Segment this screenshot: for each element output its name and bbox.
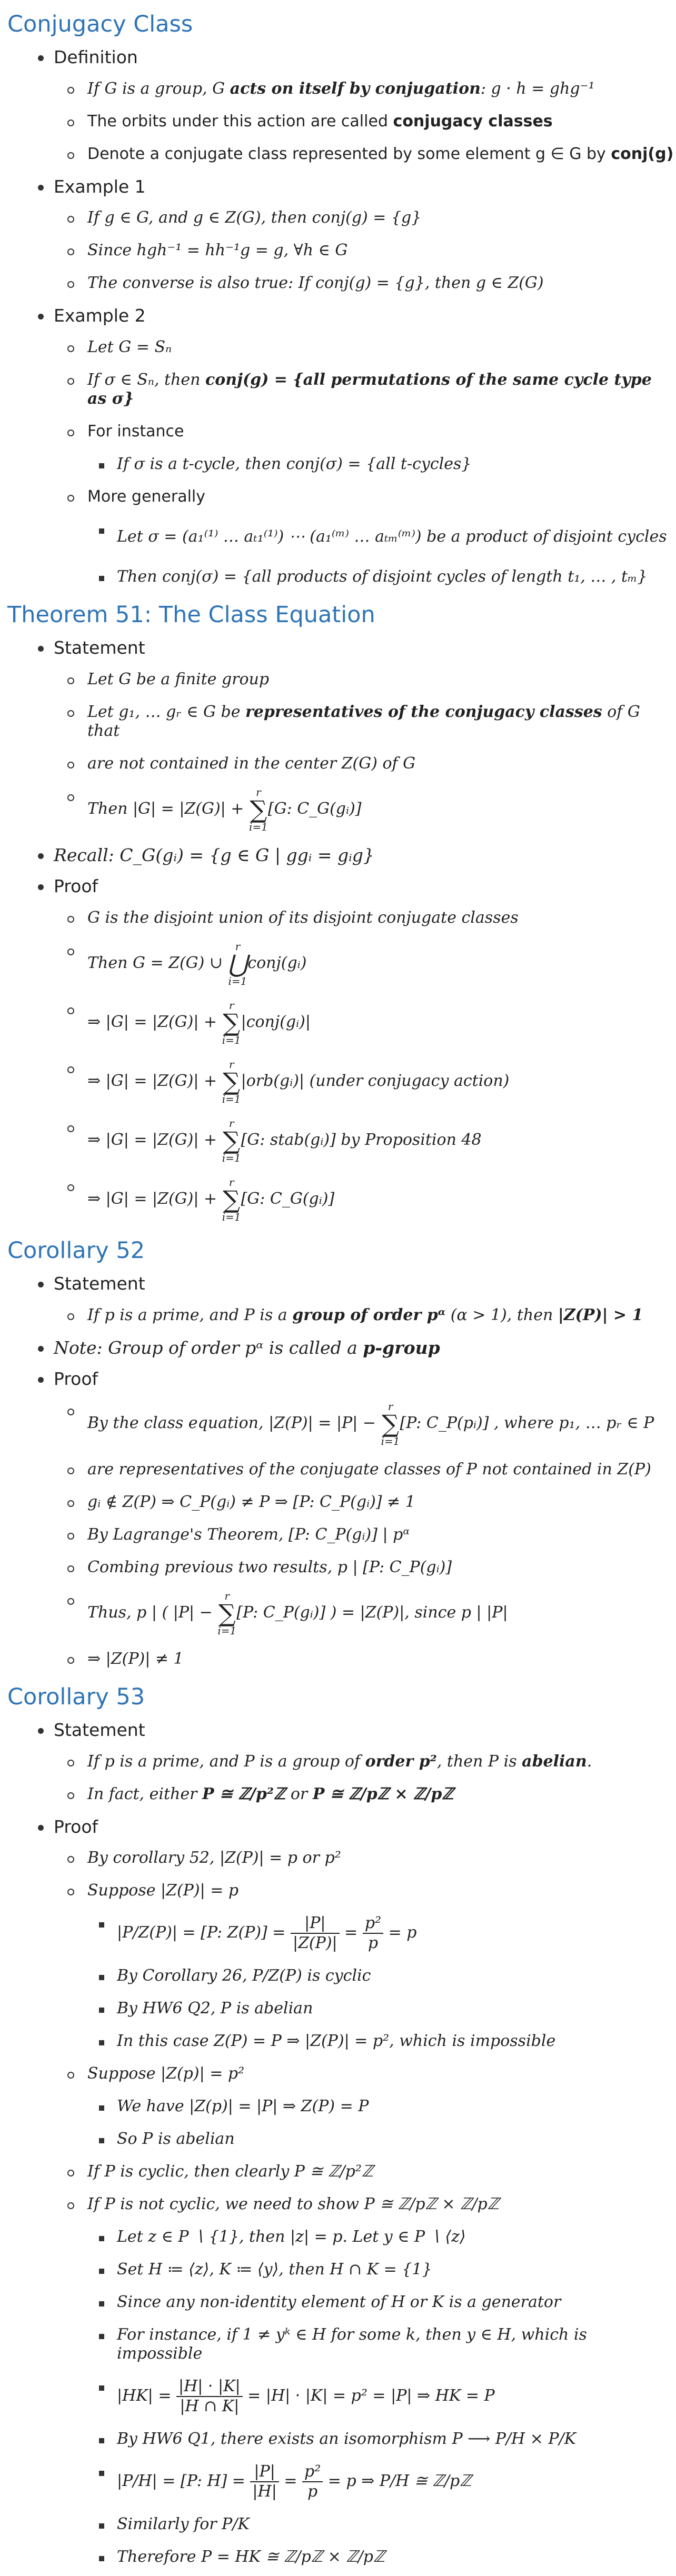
list-item: ⇒ |Z(P)| ≠ 1	[54, 1645, 676, 1678]
list-item: Let g₁, … gᵣ ∈ G be representatives of the conjugacy classes of G that	[54, 698, 676, 750]
list-item	[0, 302, 676, 596]
list-item: Since hgh⁻¹ = hh⁻¹g = g, ∀h ∈ G	[54, 237, 676, 269]
list-item: Suppose |Z(p)| = p² We have |Z(p)| = |P| ⇒ Z(P) = P So P is abelian	[54, 2060, 676, 2158]
example-1-label: Example 1	[54, 173, 676, 205]
list-item: ⇒ |G| = |Z(G)| + r ∑ i=1 [G: stab(gᵢ)] by Proposition 48	[54, 1114, 676, 1173]
definition-label: Definition	[54, 44, 676, 75]
list-item: ⇒ |G| = |Z(G)| + r ∑ i=1 |orb(gᵢ)| (under conjugacy action)	[54, 1055, 676, 1114]
proof-label: Proof	[54, 873, 676, 904]
list-item	[0, 44, 676, 173]
fraction: $\frac{|H| \cdot |K|}{|H \cap K|}$	[176, 2377, 243, 2416]
list-item	[0, 1716, 676, 1813]
theorem-51-list	[0, 634, 676, 1232]
list-item: Therefore P = HK ≅ ℤ/pℤ × ℤ/pℤ	[87, 2543, 676, 2576]
list-item: By HW6 Q2, P is abelian	[87, 1995, 676, 2028]
list-item: Let z ∈ P ∖ {1}, then |z| = p. Let y ∈ P ∖ ⟨z⟩	[87, 2223, 676, 2256]
example-2-label: Example 2	[54, 302, 676, 334]
list-item: Recall: C_G(gᵢ) = {g ∈ G | ggᵢ = gᵢg}	[0, 842, 676, 873]
list-item: If G is a group, G acts on itself by conjugation: g · h = ghg⁻¹	[54, 75, 676, 108]
list-item: are not contained in the center Z(G) of G	[54, 750, 676, 783]
proof-label: Proof	[54, 1365, 676, 1397]
list-item: In this case Z(P) = P ⇒ |Z(P)| = p², which is impossible	[87, 2028, 676, 2060]
list-item: The converse is also true: If conj(g) = {g}, then g ∈ Z(G)	[54, 269, 676, 302]
list-item: By Corollary 26, P/Z(P) is cyclic	[87, 1962, 676, 1995]
list-item: By corollary 52, |Z(P)| = p or p²	[54, 1844, 676, 1877]
list-item	[0, 173, 676, 303]
summation-symbol: r ∑ i=1	[249, 787, 268, 832]
list-item: In fact, either P ≅ ℤ/p²ℤ or P ≅ ℤ/pℤ × ℤ/pℤ	[54, 1781, 676, 1813]
list-item: ⇒ |G| = |Z(G)| + r ∑ i=1 [G: C_G(gᵢ)]	[54, 1173, 676, 1232]
list-item: |P/Z(P)| = [P: Z(P)] = $\frac{|P|}{|Z(P)|}$ = $\frac{\text{p²}}{p}$ = p	[87, 1910, 676, 1962]
corollary-52-list	[0, 1270, 676, 1678]
list-item: If p is a prime, and P is a group of order pᵅ (α > 1), then |Z(P)| > 1	[54, 1302, 676, 1334]
list-item: Let G be a finite group	[54, 666, 676, 698]
list-item	[0, 873, 676, 1232]
list-item: Then |G| = |Z(G)| + r ∑ i=1 [G: C_G(gᵢ)]	[54, 783, 676, 842]
heading-conjugacy-class: Conjugacy Class	[7, 13, 676, 36]
proof-label: Proof	[54, 1813, 676, 1845]
list-item: Let σ = (a₁⁽¹⁾ … aₜ₁⁽¹⁾) ⋯ (a₁⁽ᵐ⁾ … aₜₘ⁽ᵐ⁾) be a product of disjoint cycles	[87, 516, 676, 563]
conjugacy-class-list	[0, 44, 676, 596]
list-item: By the class equation, |Z(P)| = |P| − r ∑ i=1 [P: C_P(pᵢ)] , where p₁, … pᵣ ∈ P	[54, 1397, 676, 1456]
list-item: For instance If σ is a t-cycle, then conj(σ) = {all t-cycles}	[54, 418, 676, 483]
list-item: If g ∈ G, and g ∈ Z(G), then conj(g) = {g}	[54, 204, 676, 237]
list-item: For instance, if 1 ≠ yᵏ ∈ H for some k, then y ∈ H, which is impossible	[87, 2321, 676, 2373]
summation-symbol: r ∑ i=1	[222, 1059, 241, 1104]
list-item: Since any non-identity element of H or K is a generator	[87, 2289, 676, 2321]
list-item: Denote a conjugate class represented by some element g ∈ G by conj(g)	[54, 141, 676, 173]
corollary-53-list	[0, 1716, 676, 2576]
list-item	[0, 1813, 676, 2576]
summation-symbol: r ∑ i=1	[222, 1000, 241, 1045]
list-item: If P is not cyclic, we need to show P ≅ ℤ/pℤ × ℤ/pℤ Let z ∈ P ∖ {1}, then |z| = p. Let y ∈ P ∖ ⟨z⟩ Set H ≔ ⟨z⟩, K ≔ ⟨y⟩, then H ∩ K = {1} Since any non-identity element of H or K is a generator For instance, if 1 ≠ yᵏ ∈ H for some k, then y ∈ H, which is impossible |HK| = $\frac{|H| \cdot |K|}{|H \cap K|}$ = |H| · |K| = p² = |P| ⇒ HK = P By HW6 Q1, there exists an isomorphism P ⟶ P/H × P/K |P/H| = [P: H] = $\frac{|P|}{|H|}$ = $\frac{\text{p²}}{p}$ = p ⇒ P/H ≅ ℤ/pℤ Similarly for P/K Therefore P = HK ≅ ℤ/pℤ × ℤ/pℤ	[54, 2191, 676, 2576]
list-item: Combing previous two results, p | [P: C_P(gᵢ)]	[54, 1554, 676, 1586]
list-item	[0, 1270, 676, 1334]
list-item: By Lagrange's Theorem, [P: C_P(gᵢ)] | pᵅ	[54, 1521, 676, 1554]
heading-corollary-53: Corollary 53	[7, 1685, 676, 1709]
summation-symbol: r ∑ i=1	[222, 1118, 241, 1163]
summation-symbol: r ∑ i=1	[217, 1591, 236, 1636]
list-item: The orbits under this action are called conjugacy classes	[54, 108, 676, 141]
statement-label: Statement	[54, 1270, 676, 1302]
statement-label: Statement	[54, 1716, 676, 1748]
fraction: $\frac{|P|}{|Z(P)|}$	[291, 1914, 340, 1953]
summation-symbol: r ∑ i=1	[381, 1401, 400, 1446]
heading-corollary-52: Corollary 52	[7, 1239, 676, 1263]
list-item: If σ is a t-cycle, then conj(σ) = {all t-cycles}	[87, 451, 676, 483]
list-item: Then G = Z(G) ∪ r ⋃ i=1 conj(gᵢ)	[54, 937, 676, 996]
list-item: Thus, p | ( |P| − r ∑ i=1 [P: C_P(gᵢ)] ) = |Z(P)|, since p | |P|	[54, 1586, 676, 1645]
list-item: are representatives of the conjugate classes of P not contained in Z(P)	[54, 1456, 676, 1489]
list-item: Set H ≔ ⟨z⟩, K ≔ ⟨y⟩, then H ∩ K = {1}	[87, 2256, 676, 2289]
fraction: $\frac{|P|}{|H|}$	[250, 2462, 279, 2501]
fraction: $\frac{\text{p²}}{p}$	[302, 2462, 323, 2501]
list-item: So P is abelian	[87, 2125, 676, 2158]
heading-theorem-51: Theorem 51: The Class Equation	[7, 603, 676, 627]
list-item: If p is a prime, and P is a group of order p², then P is abelian.	[54, 1748, 676, 1781]
list-item	[0, 634, 676, 842]
list-item: We have |Z(p)| = |P| ⇒ Z(P) = P	[87, 2093, 676, 2125]
list-item: More generally Let σ = (a₁⁽¹⁾ … aₜ₁⁽¹⁾) ⋯ (a₁⁽ᵐ⁾ … aₜₘ⁽ᵐ⁾) be a product of disjoint cycles Then conj(σ) = {all products of disjoint cycles of length t₁, … , tₘ}	[54, 483, 676, 596]
list-item: If P is cyclic, then clearly P ≅ ℤ/p²ℤ	[54, 2158, 676, 2191]
list-item: G is the disjoint union of its disjoint conjugate classes	[54, 904, 676, 937]
list-item	[0, 1365, 676, 1678]
list-item: Similarly for P/K	[87, 2511, 676, 2543]
list-item: Note: Group of order pᵅ is called a p-group	[0, 1334, 676, 1366]
fraction: $\frac{\text{p²}}{p}$	[363, 1914, 383, 1953]
list-item: If σ ∈ Sₙ, then conj(g) = {all permutations of the same cycle type as σ}	[54, 366, 676, 418]
statement-label: Statement	[54, 634, 676, 666]
list-item: |P/H| = [P: H] = $\frac{|P|}{|H|}$ = $\frac{\text{p²}}{p}$ = p ⇒ P/H ≅ ℤ/pℤ	[87, 2458, 676, 2511]
list-item: ⇒ |G| = |Z(G)| + r ∑ i=1 |conj(gᵢ)|	[54, 996, 676, 1055]
list-item: Then conj(σ) = {all products of disjoint cycles of length t₁, … , tₘ}	[87, 563, 676, 596]
list-item: gᵢ ∉ Z(P) ⇒ C_P(gᵢ) ≠ P ⇒ [P: C_P(gᵢ)] ≠ 1	[54, 1489, 676, 1521]
list-item: Suppose |Z(P)| = p |P/Z(P)| = [P: Z(P)] = $\frac{|P|}{|Z(P)|}$ = $\frac{\text{p²}}{p}$ = p By Corollary 26, P/Z(P) is cyclic By HW6 Q2, P is abelian In this case Z(P) = P ⇒ |Z(P)| = p², which is impossible	[54, 1877, 676, 2060]
list-item: |HK| = $\frac{|H| \cdot |K|}{|H \cap K|}$ = |H| · |K| = p² = |P| ⇒ HK = P	[87, 2373, 676, 2425]
list-item: Let G = Sₙ	[54, 334, 676, 366]
union-symbol: r ⋃ i=1	[228, 941, 248, 986]
summation-symbol: r ∑ i=1	[222, 1177, 241, 1222]
list-item: By HW6 Q1, there exists an isomorphism P ⟶ P/H × P/K	[87, 2425, 676, 2458]
